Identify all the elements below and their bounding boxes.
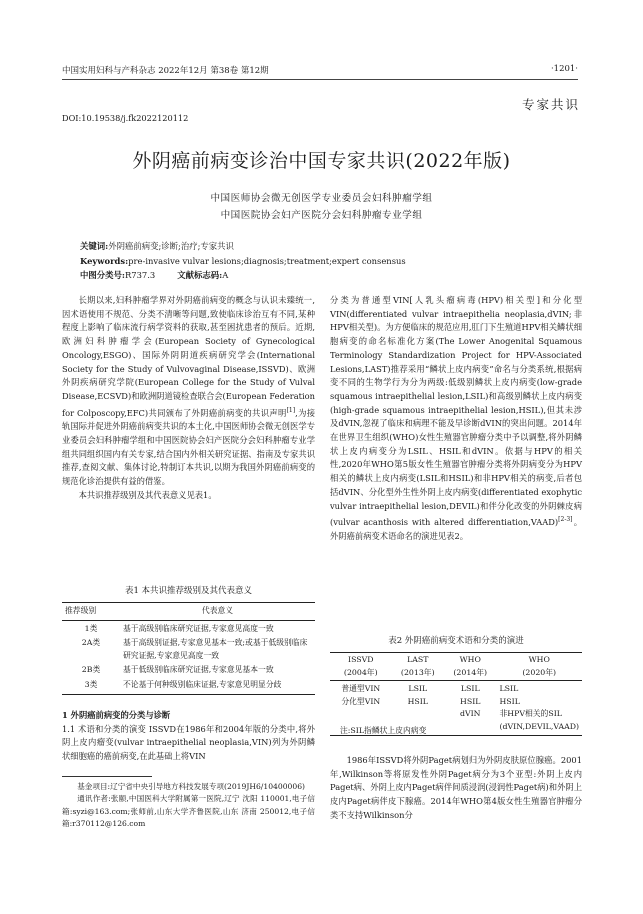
intro-text: 长期以来,妇科肿瘤学界对外阴癌前病变的概念与认识未臻统一,因术语使用不规范、分类不清晰等问题,致使临床诊治互有不同,某种程度上影响了临床流行病学资料的获取,甚至困扰患者的预后。近期,欧洲妇科肿瘤学会(European Society of Gynecological Oncology,ESGO)、国际外阴阴道疾病研究学会(International Society for the Study of Vulvovaginal Disease,ISSVD)、欧洲外阴疾病研究学院(European College for the Study of Vulval Disease,ECSVD)和欧洲阴道镜检查联合会(European Federation for Colposcopy,EFC)共同颁布了外阴癌前病变的共识声明	[62, 295, 315, 418]
table2-header-last	[392, 653, 444, 681]
table-cell: 基于高级别临床研究证据,专家意见高度一致	[123, 623, 274, 633]
table1-header-meaning: 代表意义	[201, 606, 234, 615]
header-org: ISSVD	[348, 655, 374, 664]
intro-ref: [1]	[286, 406, 296, 414]
classification-text: 分类为普通型VIN[人乳头瘤病毒(HPV)相关型]和分化型VIN(differentiated vulvar intraepithelia neoplasia,dVIN;非HPV相关型)。为方便临床的规范应用,肛门下生殖道HPV相关鳞状细胞病变的命名标准化方案(The Lower Anogenital Squamous Terminology Standardization Project for HPV-Associated Lesions,LAST)推荐采用“鳞状上皮内病变”命名与分类系统,根据病变不同的生物学行为分为两级:低级别鳞状上皮内病变(low-grade squamous intraepithelial lesion,LSIL)和高级别鳞状上皮内病变(high-grade squamous intraepithelial lesion,HSIL),但其未涉及dVIN,忽视了临床和病理不能及早诊断dVIN的突出问题。2014年在世界卫生组织(WHO)女性生殖器官肿瘤分类中予以调整,将外阴鳞状上皮内病变分为LSIL、HSIL和dVIN。依据与HPV的相关性,2020年WHO第5版女性生殖器官肿瘤分类将外阴病变分为HPV相关的鳞状上皮内病变(LSIL和HSIL)和非HPV相关的病变,后者包括dVIN、分化型外生性外阴上皮内病变(differentiated exophytic vulvar intraepithelial lesion,DEVIL)和伴分化改变的外阴棘皮病(vulvar acanthosis with altered differentiation,VAAD)	[330, 295, 582, 528]
funding-note: 基金项目:辽宁省中央引导地方科技发展专项(2019JH6/10400006)	[77, 782, 305, 791]
table-cell: (dVIN,DEVIL,VAAD)	[499, 721, 579, 731]
section-label: 专家共识	[521, 97, 580, 112]
clc-value: R737.3	[124, 270, 156, 280]
table-cell: HSIL	[460, 696, 481, 706]
table1-header-row	[62, 603, 315, 621]
table1-caption: 表1 本共识推荐级别及其代表意义	[124, 586, 253, 596]
table-cell: 不论基于何种级别临床证据,专家意见明显分歧	[123, 679, 282, 689]
header-year: (2004年)	[343, 667, 378, 677]
doccode-value: A	[222, 270, 229, 280]
right-column	[330, 294, 582, 543]
table-cell: 1类	[84, 623, 98, 633]
section11-paragraph: 1.1 术语和分类的演变 ISSVD在1986年和2004年版的分类中,将外阴上皮内瘤变(vulvar intraepithelial neoplasia,VIN)列为外阴鳞状细胞癌的癌前病变,在此基础上将VIN	[62, 723, 315, 762]
table-cell	[392, 708, 444, 721]
table-row	[62, 662, 315, 677]
table-row	[330, 681, 582, 696]
header-rule	[62, 79, 578, 80]
intro-text-tail: ,为接轨国际并促进外阴癌前病变共识的本土化,中国医师协会微无创医学专业委员会妇科肿瘤学组和中国医院协会妇产医院分会妇科肿瘤专业学组共同组织国内有关专家,结合国内外相关研究证据、指南及专家共识推荐,查阅文献、集体讨论,特制订本共识,以期为我国外阴癌前病变的规范化诊治提供有益的借鉴。	[62, 407, 315, 486]
classification-text-tail: 。外阴癌前病变术语命名的演进见表2。	[330, 517, 582, 541]
intro-paragraph-1	[62, 294, 315, 489]
left-column	[62, 294, 315, 502]
table-cell: dVIN	[459, 709, 481, 718]
table-row	[330, 696, 582, 709]
classification-ref: [2-3]	[558, 516, 573, 524]
table-cell: 分化型VIN	[341, 696, 381, 706]
author-group-1: 中国医师协会微无创医学专业委员会妇科肿瘤学组	[210, 193, 433, 204]
table-row	[330, 708, 582, 721]
correspondence-note: 通讯作者:张颐,中国医科大学附属第一医院,辽宁 沈阳 110001,电子信箱:syzi@163.com;张师前,山东大学齐鲁医院,山东 济南 250012,电子信箱:r370112@126.com	[62, 794, 315, 828]
table1	[62, 602, 315, 695]
keywords-en-text: pre-invasive vulvar lesions;diagnosis;treatment;expert consensus	[128, 255, 406, 266]
section1-title: 1 外阴癌前病变的分类与诊断	[62, 710, 171, 720]
table-cell	[330, 708, 392, 721]
keywords-en	[80, 254, 580, 269]
keywords-cn-label: 关键词:	[80, 241, 109, 251]
table2-caption: 表2 外阴癌前病变术语和分类的演进	[388, 636, 524, 646]
right-column-bottom	[330, 754, 582, 823]
keywords-en-label: Keywords:	[80, 255, 129, 266]
author-group-2: 中国医院协会妇产医院分会妇科肿瘤专业学组	[220, 210, 423, 221]
table-cell: 2A类	[81, 638, 101, 647]
header-org: WHO	[459, 655, 481, 664]
header-year: (2013年)	[400, 667, 435, 677]
clc-label: 中图分类号:	[80, 270, 125, 280]
table1-header-level: 推荐级别	[65, 606, 97, 615]
footnote-rule	[62, 776, 152, 777]
header-org: WHO	[528, 655, 550, 664]
table-cell: HSIL	[499, 696, 520, 706]
header-year: (2020年)	[522, 667, 557, 677]
table-cell	[444, 721, 496, 736]
table-cell: 3类	[84, 679, 98, 689]
table-cell: 非HPV相关的SIL	[499, 709, 562, 718]
table2	[330, 652, 582, 736]
table-cell: LSIL	[499, 684, 519, 693]
table2-header-issvd	[330, 653, 392, 681]
doccode-label: 文献标志码:	[177, 270, 223, 280]
table-cell: HSIL	[407, 696, 428, 706]
table-cell: LSIL	[408, 684, 428, 693]
table-cell: 基于高级别证据,专家意见基本一致;或基于低级别临床研究证据,专家意见高度一致	[123, 638, 308, 660]
left-column-section1	[62, 709, 315, 764]
header-year: (2014年)	[453, 667, 488, 677]
page-number: ·1201·	[550, 64, 578, 74]
footnotes	[62, 781, 315, 830]
doi: DOI:10.19538/j.fk2022120112	[62, 113, 189, 123]
classification-paragraph	[330, 294, 582, 543]
table2-note: 注:SIL指鳞状上皮内病变	[340, 726, 427, 735]
keywords-cn-text: 外阴癌前病变;诊断;治疗;专家共识	[108, 241, 234, 251]
journal-header: 中国实用妇科与产科杂志 2022年12月 第38卷 第12期	[62, 66, 269, 76]
table2-header-row	[330, 653, 582, 681]
table-row	[62, 635, 315, 662]
classification	[80, 268, 580, 283]
author-groups	[0, 190, 643, 224]
table-cell: LSIL	[460, 684, 480, 693]
table-cell: 普通型VIN	[341, 684, 381, 693]
table-cell: 基于低级别临床研究证据,专家意见基本一致	[123, 665, 274, 674]
article-title: 外阴癌前病变诊治中国专家共识(2022年版)	[132, 150, 511, 172]
paget-paragraph: 1986年ISSVD将外阴Paget病划归为外阴皮肤原位腺癌。2001年,Wilkinson等将原发性外阴Paget病分为3个亚型:外阴上皮内Paget病、外阴上皮内Paget病伴间质浸润(浸润性Paget病)和外阴上皮内Paget病伴皮下腺癌。2014年WHO第4版女性生殖器官肿瘤分类不支持Wilkinson分	[330, 755, 582, 820]
table2-header-who2014	[444, 653, 496, 681]
table2-header-who2020	[496, 653, 582, 681]
keywords-block	[80, 239, 580, 283]
table-cell: 2B类	[81, 665, 101, 674]
table-row	[62, 620, 315, 635]
keywords-cn	[80, 239, 580, 254]
table-row	[62, 677, 315, 695]
intro-paragraph-2: 本共识推荐级别及其代表意义见表1。	[78, 489, 217, 500]
header-org: LAST	[407, 655, 429, 664]
